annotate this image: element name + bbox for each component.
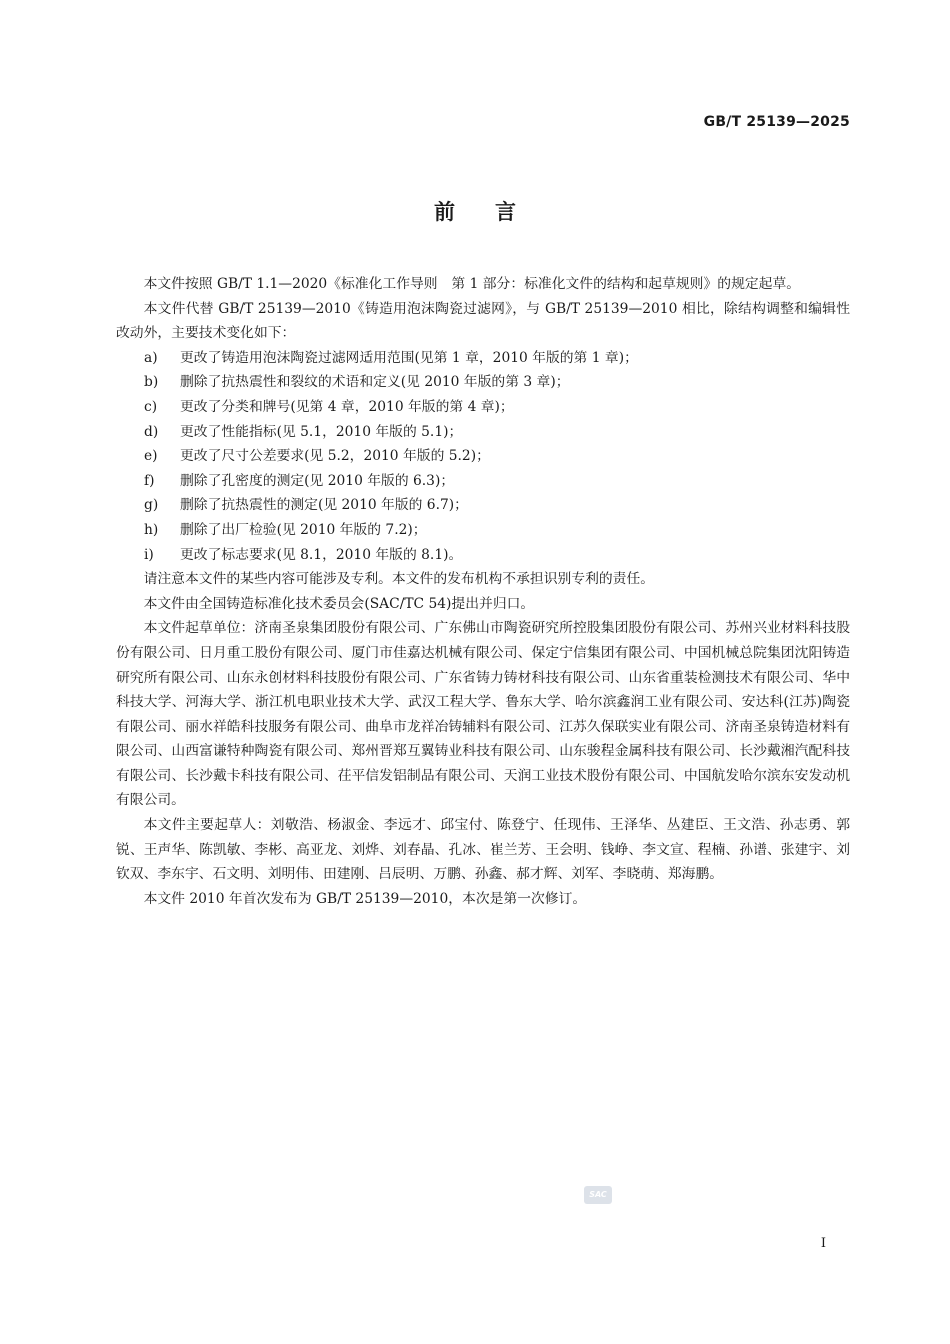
list-item-text: 更改了铸造用泡沫陶瓷过滤网适用范围(见第 1 章，2010 年版的第 1 章)； bbox=[180, 349, 638, 366]
list-item bbox=[116, 469, 850, 494]
page-title: 前言 bbox=[434, 200, 556, 224]
list-item bbox=[116, 518, 850, 543]
list-item-text: 更改了标志要求(见 8.1，2010 年版的 8.1)。 bbox=[180, 546, 463, 563]
paragraph-patent-notice: 请注意本文件的某些内容可能涉及专利。本文件的发布机构不承担识别专利的责任。 bbox=[143, 571, 655, 588]
list-item bbox=[116, 370, 850, 395]
list-marker: f) bbox=[144, 472, 155, 489]
paragraph-drafters: 本文件主要起草人：刘敬浩、杨淑金、李远才、邱宝付、陈登宁、任现伟、王泽华、丛建臣、王文浩、孙志勇、郭锐、王声华、陈凯敏、李彬、高亚龙、刘烨、刘春晶、孔冰、崔兰芳、王会明、钱峥、李文宣、程楠、孙谱、张建宇、刘钦双、李东宇、石文明、刘明伟、田建刚、吕辰明、万鹏、孙鑫、郝才辉、刘军、李晓萌、郑海鹏。 bbox=[116, 817, 850, 883]
page-number: I bbox=[820, 1236, 826, 1251]
list-marker: b) bbox=[144, 374, 159, 391]
document-body bbox=[116, 272, 850, 911]
list-marker: e) bbox=[144, 448, 158, 465]
list-item bbox=[116, 346, 850, 371]
list-item-text: 删除了出厂检验(见 2010 年版的 7.2)； bbox=[180, 521, 427, 538]
list-marker: g) bbox=[144, 497, 159, 514]
changes-list bbox=[116, 346, 850, 567]
list-marker: d) bbox=[144, 423, 159, 440]
list-item bbox=[116, 444, 850, 469]
list-item-text: 更改了性能指标(见 5.1，2010 年版的 5.1)； bbox=[180, 423, 463, 440]
standard-number: GB/T 25139—2025 bbox=[703, 114, 850, 130]
paragraph-drafting-units: 本文件起草单位：济南圣泉集团股份有限公司、广东佛山市陶瓷研究所控股集团股份有限公司、苏州兴业材料科技股份有限公司、日月重工股份有限公司、厦门市佳嘉达机械有限公司、保定宁信集团有限公司、中国机械总院集团沈阳铸造研究所有限公司、山东永创材料科技股份有限公司、广东省铸力铸材科技有限公司、山东省重装检测技术有限公司、华中科技大学、河海大学、浙江机电职业技术大学、武汉工程大学、鲁东大学、哈尔滨鑫润工业有限公司、安达科(江苏)陶瓷有限公司、丽水祥皓科技服务有限公司、曲阜市龙祥冶铸辅料有限公司、江苏久保联实业有限公司、济南圣泉铸造材料有限公司、山西富谦特种陶瓷有限公司、郑州晋郑互翼铸业科技有限公司、山东骏程金属科技有限公司、长沙戴湘汽配科技有限公司、长沙戴卡科技有限公司、茌平信发铝制品有限公司、天润工业技术股份有限公司、中国航发哈尔滨东安发动机有限公司。 bbox=[116, 620, 850, 809]
list-item-text: 删除了孔密度的测定(见 2010 年版的 6.3)； bbox=[180, 472, 455, 489]
list-marker: i) bbox=[144, 546, 154, 563]
paragraph-history: 本文件 2010 年首次发布为 GB/T 25139—2010，本次是第一次修订。 bbox=[143, 890, 587, 907]
paragraph-replacement: 本文件代替 GB/T 25139—2010《铸造用泡沫陶瓷过滤网》，与 GB/T 25139—2010 相比，除结构调整和编辑性改动外，主要技术变化如下： bbox=[116, 300, 850, 342]
paragraph-proposer: 本文件由全国铸造标准化技术委员会(SAC/TC 54)提出并归口。 bbox=[143, 595, 535, 612]
list-item-text: 删除了抗热震性和裂纹的术语和定义(见 2010 年版的第 3 章)； bbox=[180, 374, 570, 391]
list-item-text: 更改了尺寸公差要求(见 5.2，2010 年版的 5.2)； bbox=[180, 448, 490, 465]
list-item bbox=[116, 420, 850, 445]
list-item-text: 更改了分类和牌号(见第 4 章，2010 年版的第 4 章)； bbox=[180, 398, 514, 415]
list-marker: c) bbox=[144, 398, 158, 415]
list-item bbox=[116, 395, 850, 420]
paragraph-drafting-rules: 本文件按照 GB/T 1.1—2020《标准化工作导则 第 1 部分：标准化文件的结构和起草规则》的规定起草。 bbox=[143, 276, 801, 292]
list-marker: a) bbox=[144, 349, 158, 366]
list-item bbox=[116, 493, 850, 518]
list-item-text: 删除了抗热震性的测定(见 2010 年版的 6.7)； bbox=[180, 497, 468, 514]
list-marker: h) bbox=[144, 521, 159, 538]
list-item bbox=[116, 543, 850, 568]
sac-watermark-logo: SAC bbox=[584, 1186, 612, 1204]
